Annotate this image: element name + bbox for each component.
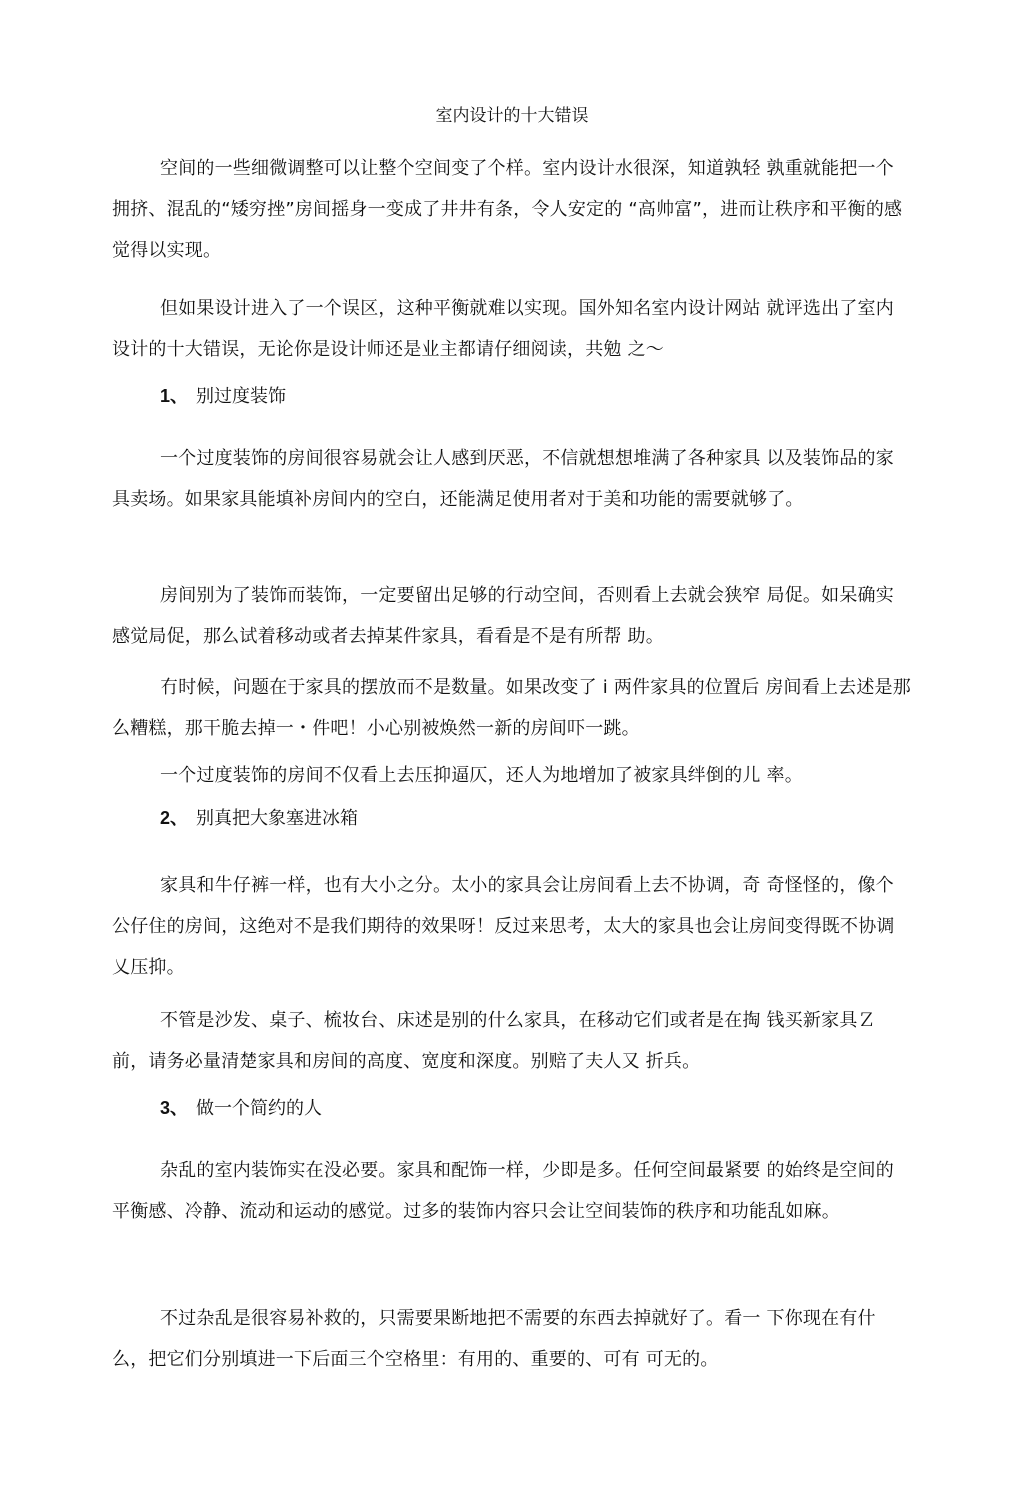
paragraph: 不管是沙发、桌子、梳妆台、床述是别的什么家具，在移动它们或者是在掏 钱买新家具Ｚ前，请务必量清楚家具和房间的高度、宽度和深度。别赔了夫人又 折兵。 — [112, 1010, 876, 1072]
section-title: 做一个简约的人 — [196, 1098, 323, 1119]
paragraph: 冇时候，问题在于家具的摆放而不是数量。如果改变了 i 两件家具的位置后 房间看上去述是那么糟糕，那干脆去掉一・件吧！小心别被焕然一新的房间吓一跳。 — [112, 677, 911, 739]
section-title: 别真把大象塞进冰箱 — [196, 808, 359, 829]
section-title: 别过度装饰 — [196, 386, 287, 407]
section-heading-2 — [160, 803, 358, 834]
section-number: 1、 — [160, 386, 189, 406]
paragraph: 一个过度装饰的房间不仅看上去压抑逼仄，还人为地增加了被家具绊倒的儿 率。 — [160, 765, 803, 786]
section-heading-1 — [160, 381, 286, 412]
document-title: 室内设计的十大错误 — [435, 106, 589, 126]
paragraph-intro-2: 但如果设计进入了一个误区，这种平衡就难以实现。国外知名室内设计网站 就评选出了室内设计的十大错误，无论你是设计师还是业主都请仔细阅读，共勉 之〜 — [112, 298, 894, 360]
paragraph-intro: 空间的一些细微调整可以让整个空间变了个样。室内设计水很深，知道孰轻 孰重就能把一个拥挤、混乱的“矮穷挫”房间摇身一变成了井井有条，令人安定的 “高帅富”，进而让秩序和平衡的感觉得以实现。 — [112, 158, 903, 261]
section-number: 3、 — [160, 1098, 189, 1118]
section-number: 2、 — [160, 808, 189, 828]
section-heading-3 — [160, 1093, 322, 1124]
paragraph: 家具和牛仔裤一样，也有大小之分。太小的家具会让房间看上去不协调，奇 奇怪怪的，像个公仔住的房间，这绝对不是我们期待的效果呀！反过来思考，太大的家具也会让房间变得既不协调乂压抑。 — [112, 875, 895, 978]
paragraph: 房间别为了装饰而装饰，一定要留出足够的行动空间，否则看上去就会狭窄 局促。如呆确实感觉局促，那么试着移动或者去掉某件家具，看看是不是有所帮 助。 — [112, 585, 894, 647]
paragraph: 不过杂乱是很容易补救的，只需要果断地把不需要的东西去掉就好了。看一 下你现在有什么，把它们分别填进一下后面三个空格里：有用的、重要的、可有 可无的。 — [112, 1308, 876, 1370]
paragraph: 一个过度装饰的房间很容易就会让人感到厌恶，不信就想想堆满了各种家具 以及装饰品的家具卖场。如果家具能填补房间内的空白，还能满足使用者对于美和功能的需要就够了。 — [112, 448, 894, 510]
paragraph: 杂乱的室内装饰实在没必要。家具和配饰一样，少即是多。任何空间最紧要 的始终是空间的平衡感、冷静、流动和运动的感觉。过多的装饰内容只会让空间装饰的秩序和功能乱如麻。 — [112, 1160, 894, 1222]
